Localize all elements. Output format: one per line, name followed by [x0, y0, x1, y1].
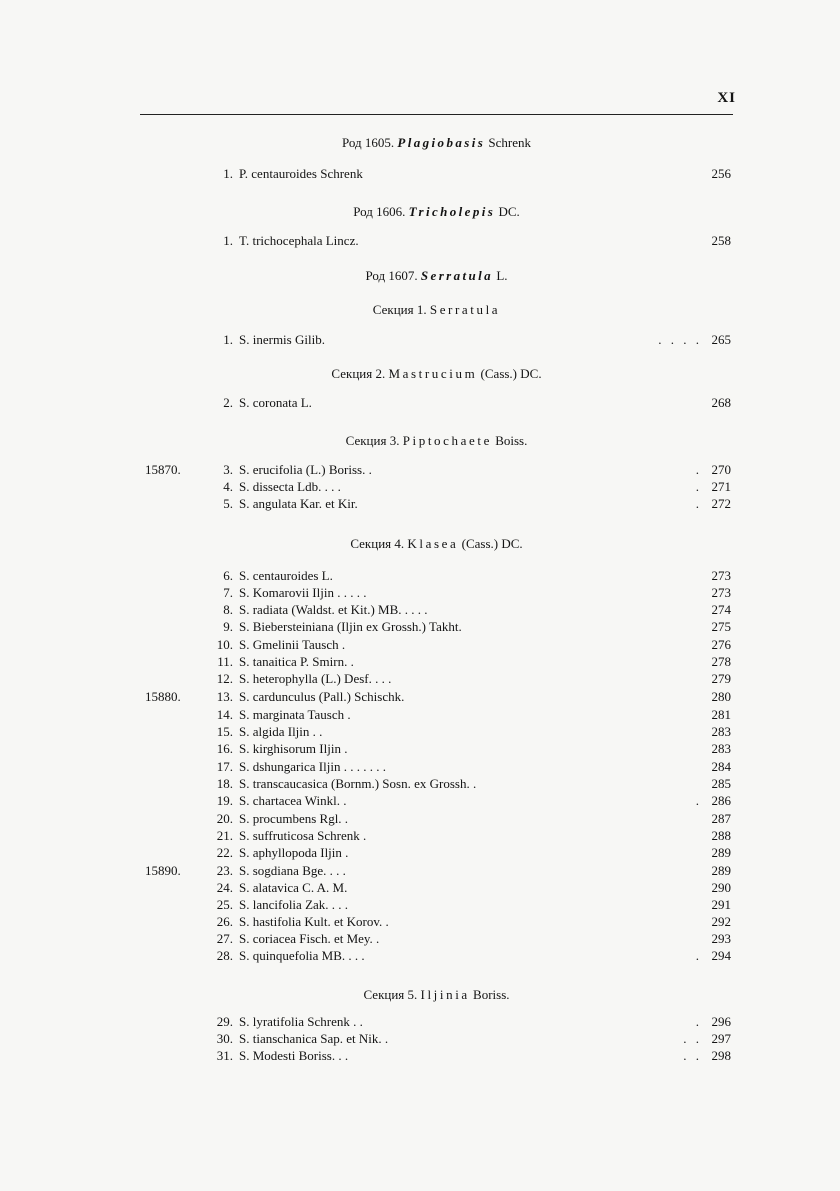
- heading-author: Boiss.: [495, 433, 528, 448]
- page-reference: 294: [711, 948, 731, 963]
- species-number: 10.: [216, 637, 233, 652]
- page-reference: 275: [711, 619, 731, 634]
- genus-heading: [140, 267, 733, 285]
- species-number: 12.: [216, 671, 233, 686]
- species-entry: [0, 913, 840, 931]
- species-name: T. trichocephala Lincz.: [239, 233, 359, 248]
- page-number: XI: [717, 90, 736, 106]
- section-heading: [140, 535, 733, 553]
- genus-name: Serratula: [420, 268, 494, 283]
- species-name: S. Gmelinii Tausch .: [239, 637, 346, 652]
- species-entry: [0, 930, 840, 948]
- page-reference: 286: [711, 793, 731, 808]
- species-entry: [0, 896, 840, 914]
- species-number: 9.: [223, 619, 233, 634]
- species-number: 29.: [216, 1014, 233, 1029]
- page-reference: 281: [711, 707, 731, 722]
- page-reference: 280: [711, 689, 731, 704]
- page-reference: 278: [711, 654, 731, 669]
- leader-dots: .: [695, 496, 702, 511]
- species-number: 25.: [216, 897, 233, 912]
- heading-author: Schrenk: [488, 135, 532, 150]
- page-reference: 283: [711, 741, 731, 756]
- page-reference: 265: [711, 332, 731, 347]
- page-reference: 271: [711, 479, 731, 494]
- species-name: S. radiata (Waldst. et Kit.) MB. . . . .: [239, 602, 428, 617]
- species-name: S. kirghisorum Iljin .: [239, 741, 348, 756]
- heading-prefix: Секция 2.: [331, 366, 386, 381]
- species-name: S. dissecta Ldb. . . .: [239, 479, 341, 494]
- heading-prefix: Секция 5.: [363, 987, 418, 1002]
- species-number: 24.: [216, 880, 233, 895]
- species-number: 26.: [216, 914, 233, 929]
- page-reference: 290: [711, 880, 731, 895]
- heading-author: (Cass.) DC.: [461, 536, 523, 551]
- species-entry: [0, 670, 840, 688]
- page-reference: 298: [711, 1048, 731, 1063]
- page-reference: 272: [711, 496, 731, 511]
- species-name: S. aphyllopoda Iljin .: [239, 845, 349, 860]
- species-entry: [0, 792, 840, 810]
- species-entry: [0, 706, 840, 724]
- species-number: 20.: [216, 811, 233, 826]
- species-entry: [0, 1013, 840, 1031]
- page-reference: 274: [711, 602, 731, 617]
- section-name: Iljinia: [420, 987, 470, 1002]
- species-entry: [0, 740, 840, 758]
- heading-prefix: Род 1607.: [365, 268, 418, 283]
- species-entry: [0, 495, 840, 513]
- page-reference: 289: [711, 845, 731, 860]
- species-name: S. angulata Kar. et Kir.: [239, 496, 358, 511]
- heading-author: L.: [496, 268, 508, 283]
- species-number: 7.: [223, 585, 233, 600]
- leader-dots: .: [695, 948, 702, 963]
- species-entry: [0, 394, 840, 412]
- species-entry: [0, 688, 840, 706]
- page-reference: 273: [711, 568, 731, 583]
- species-number: 3.: [223, 462, 233, 477]
- species-name: S. coronata L.: [239, 395, 312, 410]
- species-number: 18.: [216, 776, 233, 791]
- heading-prefix: Секция 1.: [372, 302, 427, 317]
- species-entry: [0, 827, 840, 845]
- species-number: 31.: [216, 1048, 233, 1063]
- species-number: 8.: [223, 602, 233, 617]
- leader-dots: .: [695, 793, 702, 808]
- heading-prefix: Секция 3.: [345, 433, 400, 448]
- page-reference: 256: [711, 166, 731, 181]
- page-reference: 297: [711, 1031, 731, 1046]
- species-entry: [0, 862, 840, 880]
- species-name: S. marginata Tausch .: [239, 707, 351, 722]
- species-name: S. quinquefolia MB. . . .: [239, 948, 365, 963]
- species-entry: [0, 478, 840, 496]
- species-name: S. procumbens Rgl. .: [239, 811, 349, 826]
- species-entry: [0, 567, 840, 585]
- species-entry: [0, 810, 840, 828]
- species-name: S. inermis Gilib.: [239, 332, 325, 347]
- page-reference: 284: [711, 759, 731, 774]
- global-number: 15870.: [145, 462, 181, 477]
- species-entry: [0, 618, 840, 636]
- page-reference: 270: [711, 462, 731, 477]
- heading-prefix: Секция 4.: [350, 536, 405, 551]
- leader-dots: . .: [683, 1048, 702, 1063]
- species-number: 23.: [216, 863, 233, 878]
- species-name: S. alatavica C. A. M.: [239, 880, 348, 895]
- leader-dots: . .: [683, 1031, 702, 1046]
- species-entry: [0, 1030, 840, 1048]
- heading-author: Boriss.: [473, 987, 510, 1002]
- species-number: 1.: [223, 233, 233, 248]
- page-reference: 292: [711, 914, 731, 929]
- species-number: 21.: [216, 828, 233, 843]
- global-number: 15890.: [145, 863, 181, 878]
- heading-text: [365, 268, 507, 283]
- species-entry: [0, 636, 840, 654]
- page-reference: 296: [711, 1014, 731, 1029]
- species-name: S. lyratifolia Schrenk . .: [239, 1014, 363, 1029]
- heading-text: [373, 302, 500, 317]
- species-entry: [0, 723, 840, 741]
- leader-dots: .: [695, 462, 702, 477]
- species-number: 1.: [223, 332, 233, 347]
- heading-prefix: Род 1605.: [341, 135, 395, 150]
- species-name: S. suffruticosa Schrenk .: [239, 828, 367, 843]
- page-reference: 276: [711, 637, 731, 652]
- leader-dots: .: [695, 479, 702, 494]
- species-entry: [0, 331, 840, 349]
- heading-text: [350, 536, 522, 551]
- species-number: 14.: [216, 707, 233, 722]
- species-name: S. Modesti Boriss. . .: [239, 1048, 349, 1063]
- species-name: S. coriacea Fisch. et Mey. .: [239, 931, 380, 946]
- species-entry: [0, 947, 840, 965]
- page-reference: 268: [711, 395, 731, 410]
- genus-heading: [140, 134, 733, 152]
- page-reference: 293: [711, 931, 731, 946]
- section-heading: [140, 986, 733, 1004]
- species-name: S. erucifolia (L.) Boriss. .: [239, 462, 372, 477]
- species-number: 13.: [216, 689, 233, 704]
- species-name: S. dshungarica Iljin . . . . . . .: [239, 759, 386, 774]
- page-reference: 279: [711, 671, 731, 686]
- species-name: S. tianschanica Sap. et Nik. .: [239, 1031, 389, 1046]
- species-name: S. cardunculus (Pall.) Schischk.: [239, 689, 405, 704]
- page-reference: 258: [711, 233, 731, 248]
- species-name: S. Komarovii Iljin . . . . .: [239, 585, 367, 600]
- species-number: 30.: [216, 1031, 233, 1046]
- species-name: S. centauroides L.: [239, 568, 333, 583]
- section-name: Piptochaete: [402, 433, 492, 448]
- species-number: 6.: [223, 568, 233, 583]
- heading-author: DC.: [498, 204, 520, 219]
- section-heading: [140, 301, 733, 319]
- species-name: S. Biebersteiniana (Iljin ex Grossh.) Takht.: [239, 619, 462, 634]
- leader-dots: .: [695, 1014, 702, 1029]
- heading-prefix: Род 1606.: [353, 204, 406, 219]
- species-number: 27.: [216, 931, 233, 946]
- species-name: P. centauroides Schrenk: [239, 166, 363, 181]
- heading-text: [363, 987, 509, 1002]
- genus-heading: [140, 203, 733, 221]
- species-number: 1.: [223, 166, 233, 181]
- species-number: 28.: [216, 948, 233, 963]
- species-name: S. algida Iljin . .: [239, 724, 323, 739]
- genus-name: Plagiobasis: [397, 135, 486, 150]
- species-number: 5.: [223, 496, 233, 511]
- page-reference: 291: [711, 897, 731, 912]
- species-number: 17.: [216, 759, 233, 774]
- species-entry: [0, 775, 840, 793]
- species-number: 16.: [216, 741, 233, 756]
- heading-text: [353, 204, 520, 219]
- section-heading: [140, 365, 733, 383]
- page-reference: 273: [711, 585, 731, 600]
- species-entry: [0, 653, 840, 671]
- heading-author: (Cass.) DC.: [480, 366, 542, 381]
- species-name: S. lancifolia Zak. . . .: [239, 897, 349, 912]
- heading-text: [342, 135, 531, 150]
- section-name: Klasea: [407, 536, 459, 551]
- species-number: 15.: [216, 724, 233, 739]
- species-entry: [0, 758, 840, 776]
- species-number: 22.: [216, 845, 233, 860]
- species-number: 2.: [223, 395, 233, 410]
- species-number: 11.: [217, 654, 233, 669]
- genus-name: Tricholepis: [408, 204, 496, 219]
- species-entry: [0, 165, 840, 183]
- species-name: S. chartacea Winkl. .: [239, 793, 347, 808]
- leader-dots: . . . .: [658, 332, 702, 347]
- global-number: 15880.: [145, 689, 181, 704]
- heading-text: [331, 366, 541, 381]
- species-entry: [0, 844, 840, 862]
- species-entry: [0, 1047, 840, 1065]
- page-reference: 289: [711, 863, 731, 878]
- page-reference: 285: [711, 776, 731, 791]
- species-entry: [0, 601, 840, 619]
- heading-text: [346, 433, 528, 448]
- species-name: S. hastifolia Kult. et Korov. .: [239, 914, 389, 929]
- species-number: 19.: [216, 793, 233, 808]
- species-name: S. heterophylla (L.) Desf. . . .: [239, 671, 392, 686]
- species-name: S. sogdiana Bge. . . .: [239, 863, 346, 878]
- species-entry: [0, 879, 840, 897]
- page-reference: 283: [711, 724, 731, 739]
- species-name: S. tanaitica P. Smirn. .: [239, 654, 354, 669]
- section-name: Serratula: [429, 302, 501, 317]
- section-heading: [140, 432, 733, 450]
- species-number: 4.: [223, 479, 233, 494]
- species-entry: [0, 232, 840, 250]
- species-name: S. transcaucasica (Bornm.) Sosn. ex Grossh. .: [239, 776, 477, 791]
- page-reference: 288: [711, 828, 731, 843]
- header-rule: [140, 114, 733, 115]
- section-name: Mastrucium: [388, 366, 478, 381]
- species-entry: [0, 461, 840, 479]
- page-reference: 287: [711, 811, 731, 826]
- species-entry: [0, 584, 840, 602]
